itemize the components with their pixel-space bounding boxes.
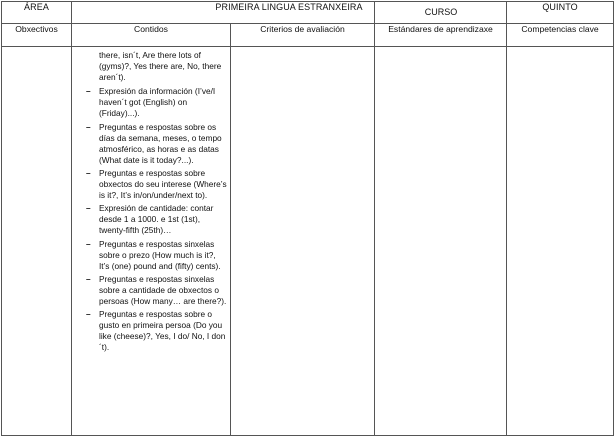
header-row <box>2 2 614 24</box>
dash-bullet-icon: – <box>86 273 91 284</box>
list-item: – Preguntas e respostas sobre os días da semana, meses, o tempo atmosférico, as horas e as datas (What date is it today?...). <box>86 121 222 165</box>
col-header-contidos: Contidos <box>72 24 231 47</box>
contidos-list <box>72 47 230 353</box>
dash-bullet-icon: – <box>86 121 91 132</box>
dash-bullet-icon: – <box>86 203 91 214</box>
competencias-cell <box>507 47 614 436</box>
course-value: QUINTO <box>507 2 614 24</box>
subject-title: PRIMEIRA LINGUA ESTRANXEIRA <box>72 2 507 24</box>
contidos-cell <box>72 47 231 436</box>
dash-bullet-icon: – <box>86 86 91 97</box>
column-header-row <box>2 24 614 47</box>
obxectivos-cell <box>2 47 72 436</box>
col-header-criterios: Criterios de avaliación <box>231 24 375 47</box>
col-header-obxectivos: Obxectivos <box>2 24 72 47</box>
course-label-cell <box>374 1 507 23</box>
list-item: – Preguntas e respostas sinxelas sobre a cantidade de obxectos o persoas (How many… are there?). <box>86 273 227 306</box>
list-item: – Expresión de cantidade: contar desde 1 a 1000. e 1st (1st), twenty-fifth (25th)… <box>86 203 214 236</box>
dash-bullet-icon: – <box>86 238 91 249</box>
area-label: ÁREA <box>2 2 72 24</box>
list-item: – Preguntas e respostas sobre o gusto en primeira persoa (Do you like (cheese)?, Yes, I do/ No, I don´t). <box>86 309 226 353</box>
col-header-competencias: Competencias clave <box>507 24 614 47</box>
curriculum-table <box>1 1 614 436</box>
list-item: – Preguntas e respostas sobre obxectos do seu interese (Where’s is it?, It’s in/on/under/next to). <box>86 167 227 201</box>
dash-bullet-icon: – <box>86 309 91 320</box>
list-item: – Preguntas e respostas sinxelas sobre o prezo (How much is it?, It’s (one) pound and (fifty) cents). <box>86 238 221 271</box>
list-item-continuation: there, isn´t, Are there lots of (gyms)?, Yes there are, No, there aren´t). <box>99 50 222 83</box>
criterios-cell <box>231 47 375 436</box>
col-header-estandares: Estándares de aprendizaxe <box>375 24 507 47</box>
dash-bullet-icon: – <box>86 167 91 178</box>
content-row <box>2 47 614 436</box>
estandares-cell <box>375 47 507 436</box>
list-item: – Expresión da información (I’ve/I haven´t got (English) on (Friday)...). <box>86 86 216 119</box>
course-label-text: CURSO <box>424 7 458 17</box>
